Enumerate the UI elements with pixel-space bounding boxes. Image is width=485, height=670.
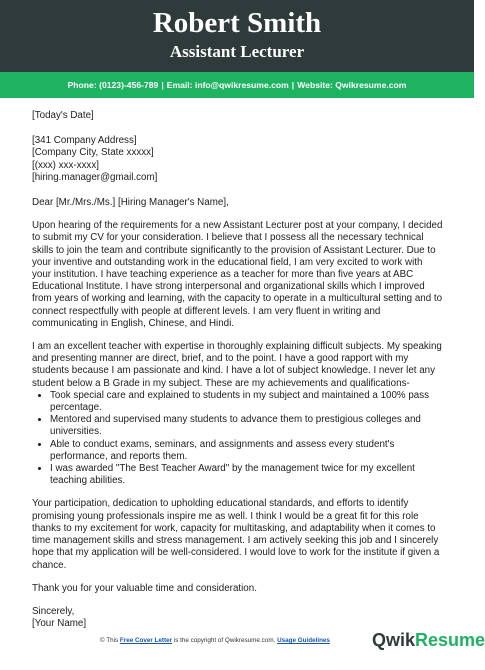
contact-phone: Phone: (0123)-456-789 xyxy=(67,80,159,90)
free-cover-letter-link[interactable]: Free Cover Letter xyxy=(119,637,173,644)
body-paragraph: Upon hearing of the requirements for a new Assistant Lecturer post at your company, I decided to submit my CV for your consideration. I believe that I possess all the necessary technical skills to join the team and contribute significantly to the provision of Assistant Lecturer. Due to your inventive and outstanding work in the educational field, I am very excited to work with your institution. I have teaching experience as a teacher for more than five years at ABC Educational Institute. I have strong interpersonal and organizational skills which I improved from years of working and learning, with the capacity to operate in a multicultural setting and to connect respectfully with people at different levels. I am very fluent in writing and communicating in English, Chinese, and Hindi. xyxy=(32,220,443,329)
achievement-item: • Mentored and supervised many students to advance them to prestigious colleges and universities. xyxy=(50,414,444,438)
contact-bar xyxy=(0,72,474,98)
qwikresume-logo[interactable] xyxy=(372,630,485,651)
copyright-middle: is the copyright of Qwikresume.com. xyxy=(173,637,276,644)
achievement-item: • I was awarded "The Best Teacher Award" by the management twice for my excellent teaching abilities. xyxy=(50,463,444,487)
letter-date: [Today's Date] xyxy=(32,110,94,121)
contact-website[interactable]: Website: Qwikresume.com xyxy=(297,80,407,90)
achievements-list xyxy=(32,390,444,488)
copyright-prefix: © This xyxy=(100,637,119,644)
body-paragraph: I am an excellent teacher with expertise in thoroughly explaining difficult subjects. My speaking and presenting manner are direct, brief, and to the point. I have a good rapport with my students because I am passionate and kind. I have a lot of subject knowledge. I never let any student below a B Grade in my subject. These are my achievements and qualifications- xyxy=(32,341,442,389)
signature: [Your Name] xyxy=(32,618,87,630)
header-banner xyxy=(0,0,474,72)
letter-body xyxy=(32,110,444,630)
job-title: Assistant Lecturer xyxy=(169,42,305,61)
achievement-item: • Able to conduct exams, seminars, and assignments and assess every student's performance, and reports them. xyxy=(50,439,444,463)
logo-text-qwik: Qwik xyxy=(372,630,416,650)
contact-separator: | xyxy=(291,80,295,90)
logo-text-resume: Resume xyxy=(415,630,485,650)
salutation: Dear [Mr./Mrs./Ms.] [Hiring Manager's Name], xyxy=(32,197,229,209)
address-line: [341 Company Address] xyxy=(32,135,137,147)
closing-paragraph: Your participation, dedication to upholding educational standards, and efforts to identify promising young professionals inspire me as well. I think I would be a great fit for this role thanks to my excitement for work, capacity for multitasking, and adaptability when it comes to time management skills and stress management. I am actively seeking this job and I sincerely hope that my application will be well-considered. I would love to work for the institute if given a chance. xyxy=(32,498,440,571)
candidate-name: Robert Smith xyxy=(152,7,322,39)
thanks-line: Thank you for your valuable time and consideration. xyxy=(32,582,257,594)
address-line: [hiring.manager@gmail.com] xyxy=(32,171,158,183)
usage-guidelines-link[interactable]: Usage Guidelines xyxy=(277,637,330,644)
recipient-address xyxy=(32,135,444,184)
footer xyxy=(0,628,485,670)
copyright-note xyxy=(100,637,330,644)
address-line: [Company City, State xxxxx] xyxy=(32,147,154,159)
contact-email[interactable]: Email: info@qwikresume.com xyxy=(166,80,289,90)
contact-separator: | xyxy=(161,80,164,90)
signoff: Sincerely, xyxy=(32,605,75,617)
address-line: [(xxx) xxx-xxxx] xyxy=(32,159,99,171)
achievement-item: • Took special care and explained to students in my subject and maintained a 100% pass percentage. xyxy=(50,390,444,414)
